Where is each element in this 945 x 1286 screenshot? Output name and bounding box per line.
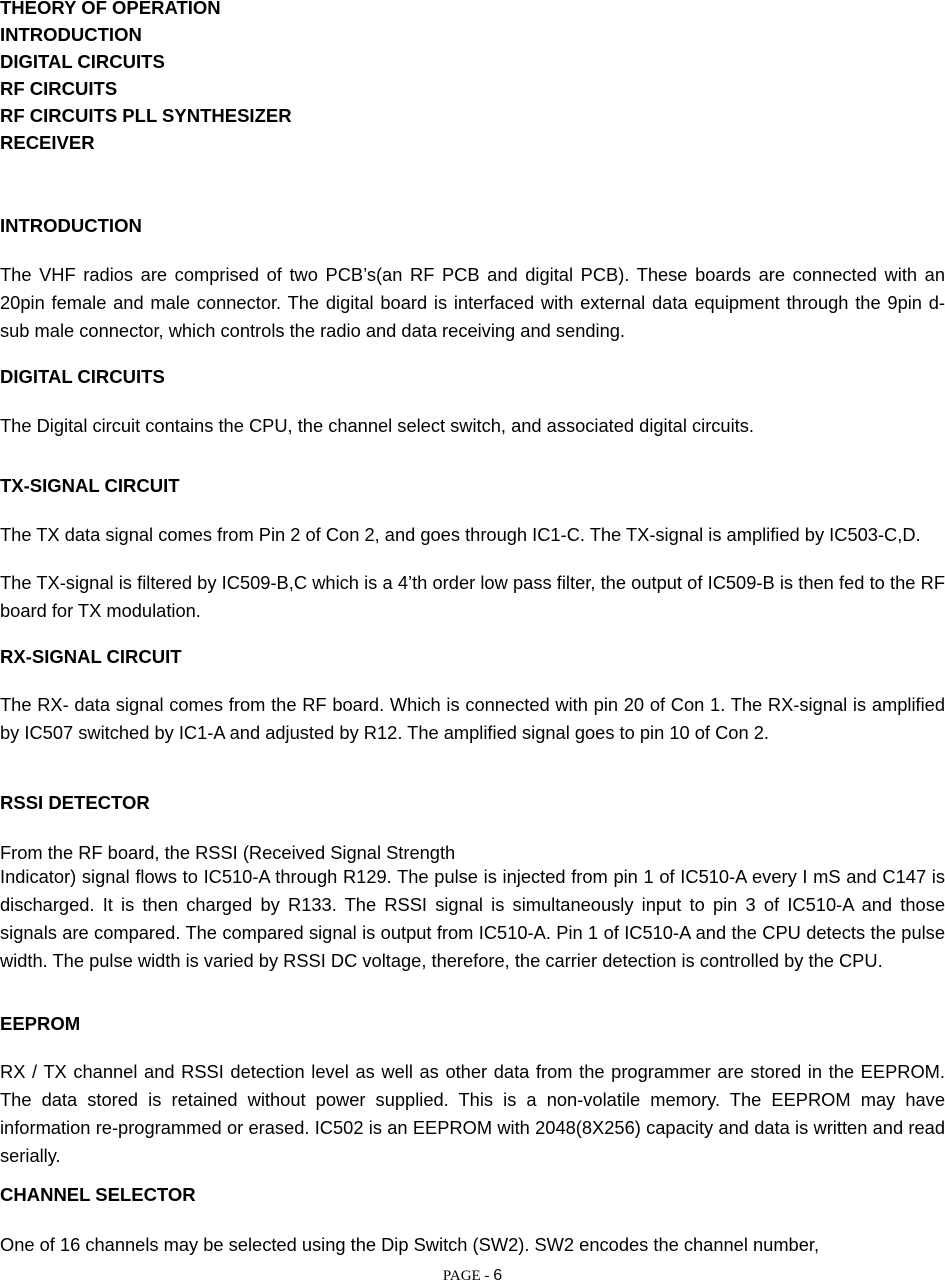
toc-item: RECEIVER xyxy=(0,132,95,153)
introduction-heading: INTRODUCTION xyxy=(0,215,142,236)
page-footer xyxy=(0,1266,945,1286)
page-number: 6 xyxy=(493,1267,503,1284)
channel-selector-heading: CHANNEL SELECTOR xyxy=(0,1184,196,1205)
eeprom-heading: EEPROM xyxy=(0,1013,81,1034)
toc-item: RF CIRCUITS PLL SYNTHESIZER xyxy=(0,105,292,126)
tx-signal-heading: TX-SIGNAL CIRCUIT xyxy=(0,475,180,496)
rx-signal-heading: RX-SIGNAL CIRCUIT xyxy=(0,646,182,667)
tx-signal-paragraph-1: The TX data signal comes from Pin 2 of Con 2, and goes through IC1-C. The TX-signal is amplified by IC503-C,D. xyxy=(0,524,921,545)
page-label: PAGE - xyxy=(442,1268,494,1284)
rssi-detector-first-line: From the RF board, the RSSI (Received Signal Strength xyxy=(0,842,456,863)
rssi-detector-paragraph: Indicator) signal flows to IC510-A through R129. The pulse is injected from pin 1 of IC510-A every I mS and C147 is discharged. It is then charged by R133. The RSSI signal is simultaneously input to pin 3 of IC510-A and those signals are compared. The compared signal is output from IC510-A. Pin 1 of IC510-A and the CPU detects the pulse width. The pulse width is varied by RSSI DC voltage, therefore, the carrier detection is controlled by the CPU. xyxy=(0,866,945,971)
digital-circuits-heading: DIGITAL CIRCUITS xyxy=(0,366,165,387)
tx-signal-paragraph-2: The TX-signal is filtered by IC509-B,C which is a 4’th order low pass filter, the output of IC509-B is then fed to the RF board for TX modulation. xyxy=(0,572,945,621)
rssi-detector-heading: RSSI DETECTOR xyxy=(0,792,150,813)
toc-item: INTRODUCTION xyxy=(0,24,142,45)
table-of-contents xyxy=(0,0,945,156)
toc-item: RF CIRCUITS xyxy=(0,78,118,99)
channel-selector-paragraph: One of 16 channels may be selected using the Dip Switch (SW2). SW2 encodes the channel number, xyxy=(0,1234,820,1255)
toc-item: THEORY OF OPERATION xyxy=(0,0,221,18)
eeprom-paragraph: RX / TX channel and RSSI detection level as well as other data from the programmer are stored in the EEPROM. The data stored is retained without power supplied. This is a non-volatile memory. The EEPROM may have information re-programmed or erased. IC502 is an EEPROM with 2048(8X256) capacity and data is written and read serially. xyxy=(0,1061,945,1166)
digital-circuits-paragraph: The Digital circuit contains the CPU, the channel select switch, and associated digital circuits. xyxy=(0,415,754,436)
rx-signal-paragraph: The RX- data signal comes from the RF board. Which is connected with pin 20 of Con 1. The RX-signal is amplified by IC507 switched by IC1-A and adjusted by R12. The amplified signal goes to pin 10 of Con 2. xyxy=(0,694,945,743)
introduction-paragraph: The VHF radios are comprised of two PCB’s(an RF PCB and digital PCB). These boards are connected with an 20pin female and male connector. The digital board is interfaced with external data equipment through the 9pin d-sub male connector, which controls the radio and data receiving and sending. xyxy=(0,264,945,341)
toc-item: DIGITAL CIRCUITS xyxy=(0,51,165,72)
